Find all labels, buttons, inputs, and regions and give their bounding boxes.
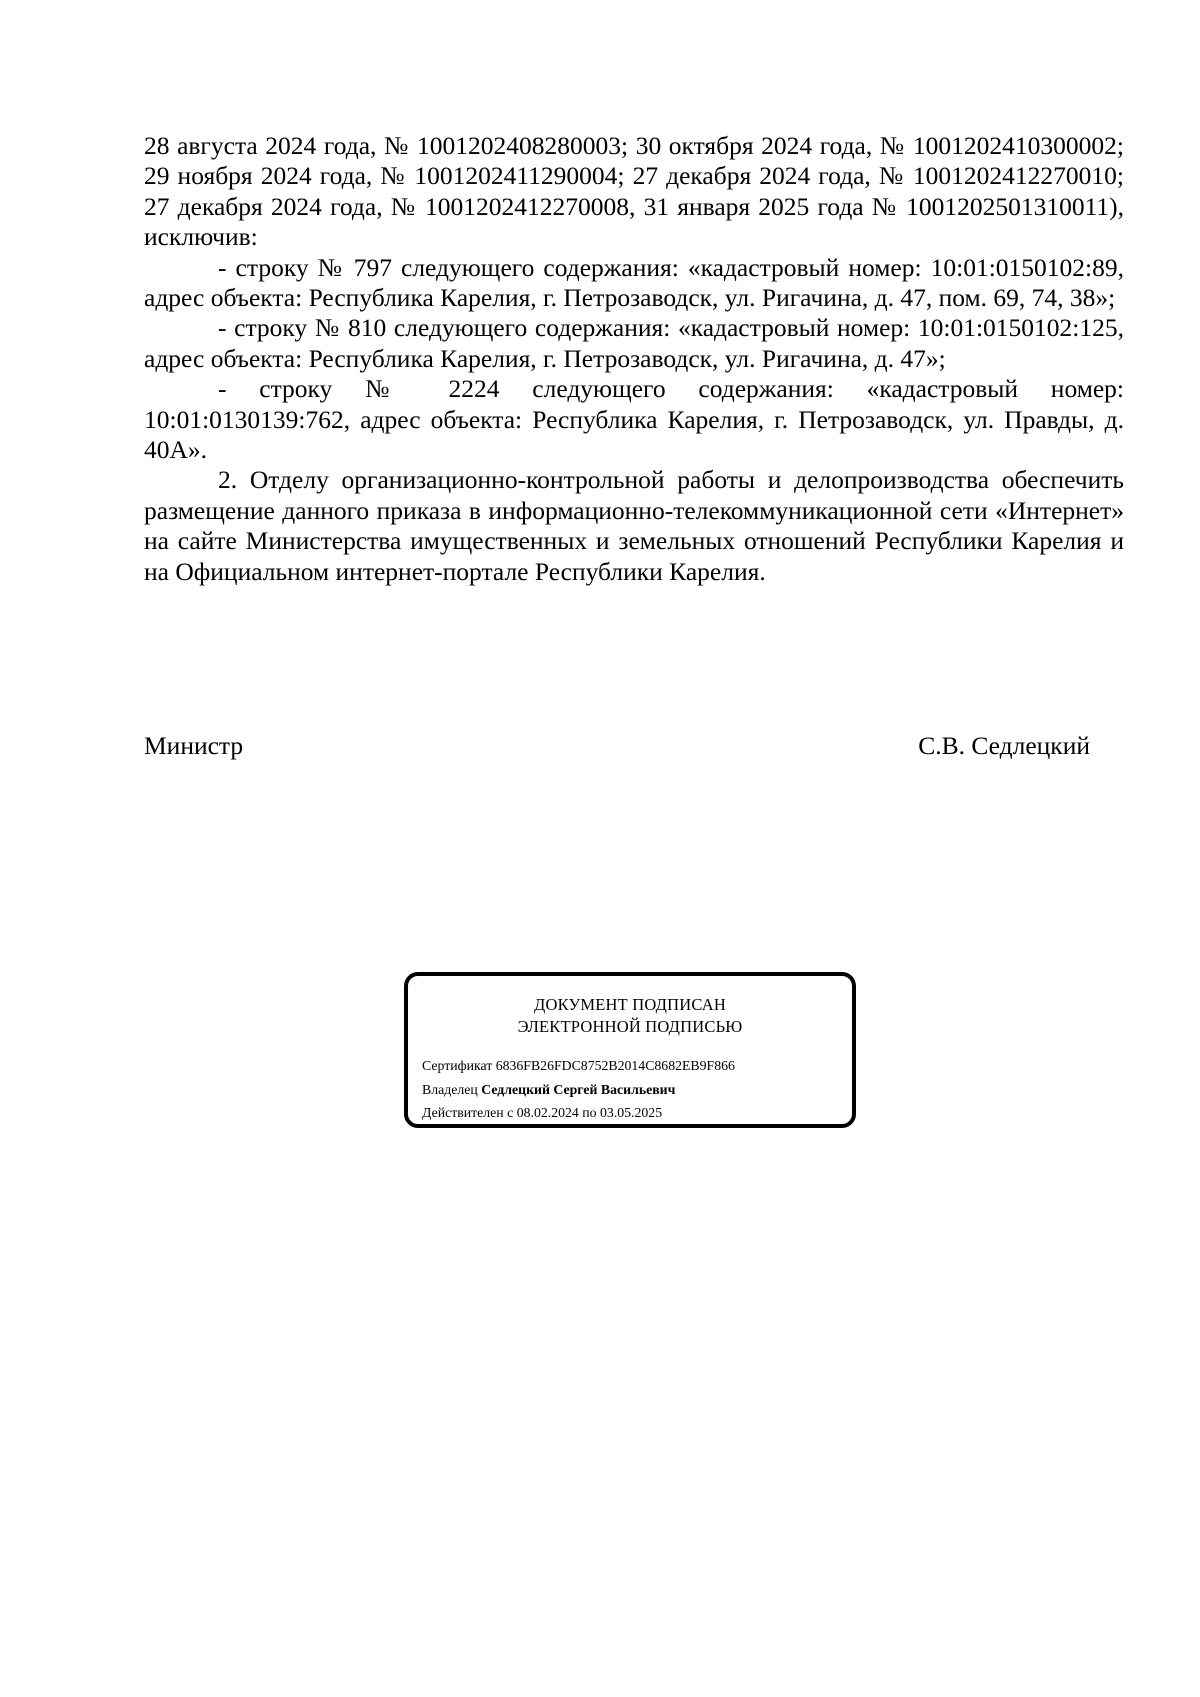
signatory-title: Министр bbox=[144, 731, 244, 760]
owner-value: Седлецкий Сергей Васильевич bbox=[481, 1081, 676, 1097]
stamp-heading-line1: ДОКУМЕНТ ПОДПИСАН bbox=[534, 995, 726, 1014]
exclusion-item-810: - строку № 810 следующего содержания: «кадастровый номер: 10:01:0150102:125, адрес объекта: Республика Карелия, г. Петрозаводск, ул. Ригачина, д. 47»; bbox=[144, 313, 1124, 373]
document-body bbox=[144, 131, 1124, 587]
certificate-value: 6836FB26FDC8752B2014C8682EB9F866 bbox=[495, 1058, 735, 1073]
stamp-heading bbox=[408, 994, 852, 1038]
signatory-name: С.В. Седлецкий bbox=[918, 731, 1090, 760]
stamp-certificate-line bbox=[422, 1054, 735, 1078]
exclusion-item-797: - строку № 797 следующего содержания: «кадастровый номер: 10:01:0150102:89, адрес объекта: Республика Карелия, г. Петрозаводск, ул. Ригачина, д. 47, пом. 69, 74, 38»; bbox=[144, 252, 1124, 313]
owner-label: Владелец bbox=[422, 1081, 478, 1097]
exclusion-item-2224: - строку № 2224 следующего содержания: «кадастровый номер: 10:01:0130139:762, адрес объекта: Республика Карелия, г. Петрозаводск, ул. Правды, д. 40А». bbox=[144, 374, 1124, 465]
valid-from: 08.02.2024 bbox=[516, 1105, 579, 1120]
publication-paragraph: 2. Отделу организационно-контрольной работы и делопроизводства обеспечить размещение данного приказа в информационно-телекоммуникационной сети «Интернет» на сайте Министерства имущественных и земельных отношений Республики Карелия и на Официальном интернет-портале Республики Карелия. bbox=[144, 465, 1124, 586]
stamp-heading-line2: ЭЛЕКТРОННОЙ ПОДПИСЬЮ bbox=[517, 1017, 743, 1036]
stamp-details bbox=[422, 1054, 735, 1125]
valid-label: Действителен с bbox=[422, 1105, 514, 1120]
certificate-label: Сертификат bbox=[422, 1058, 493, 1073]
intro-paragraph: 28 августа 2024 года, № 1001202408280003; 30 октября 2024 года, № 1001202410300002; 29 ноября 2024 года, № 1001202411290004; 27 декабря 2024 года, № 1001202412270010; 27 декабря 2024 года, № 1001202412270008, 31 января 2025 года № 1001202501310011), исключив: bbox=[144, 131, 1124, 252]
stamp-owner-line bbox=[422, 1078, 735, 1102]
stamp-validity-line bbox=[422, 1101, 735, 1125]
electronic-signature-stamp bbox=[404, 972, 856, 1128]
valid-to: 03.05.2025 bbox=[600, 1105, 663, 1120]
valid-to-label: по bbox=[582, 1105, 597, 1120]
